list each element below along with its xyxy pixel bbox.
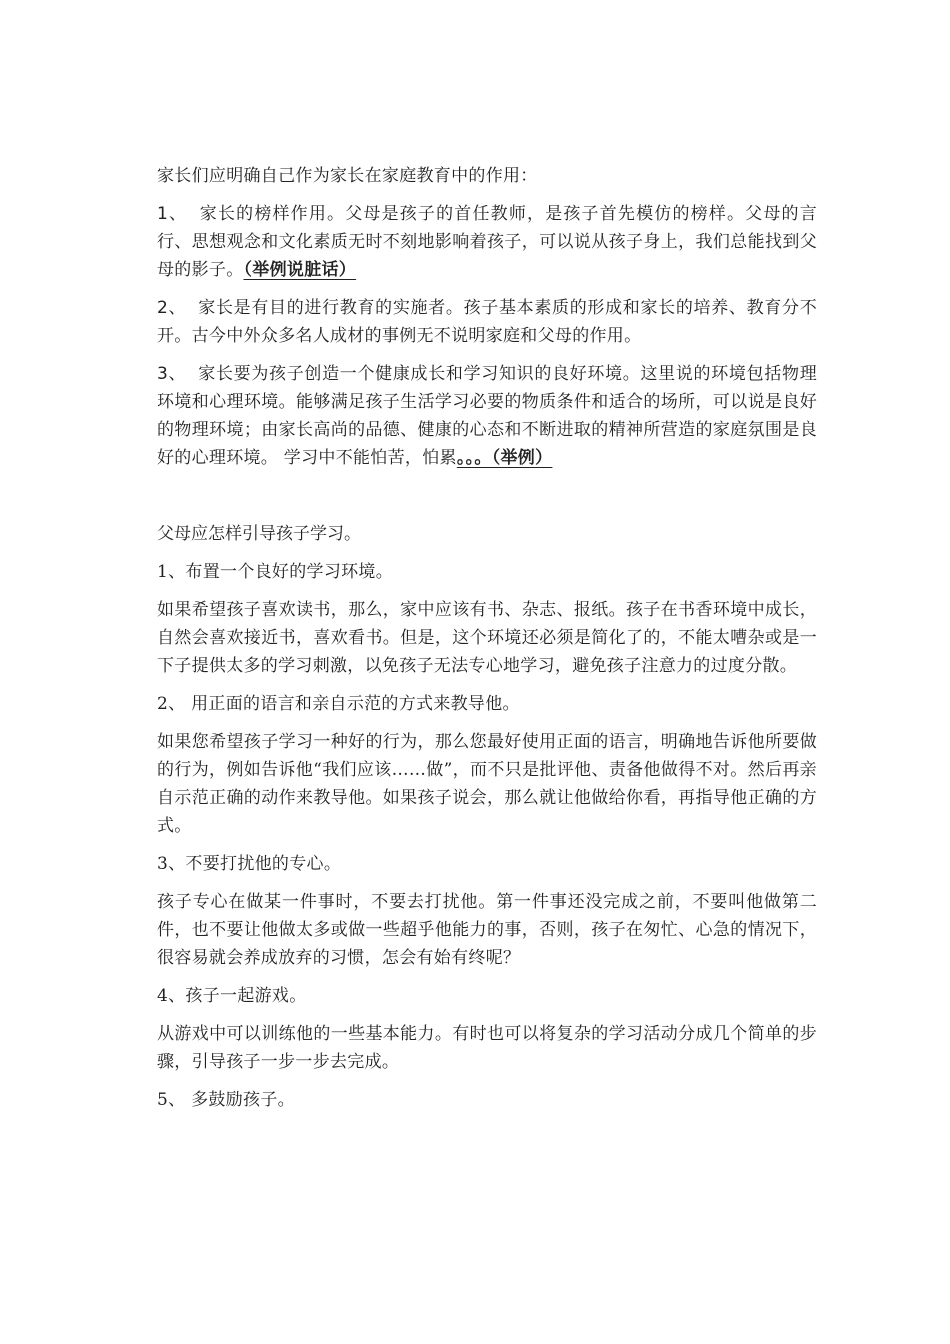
item-number: 3、 <box>157 364 187 384</box>
item-text: 家长的榜样作用。父母是孩子的首任教师，是孩子首先模仿的榜样。父母的言行、思想观念和文化素质无时不刻地影响着孩子，可以说从孩子身上，我们总能找到父母的影子。 <box>157 204 817 280</box>
section2-item-2-title: 2、 用正面的语言和亲自示范的方式来教导他。 <box>157 694 520 714</box>
section2-heading: 父母应怎样引导孩子学习。 <box>157 524 361 544</box>
example-note: （举例说脏话） <box>243 260 357 280</box>
section2-item-4-body: 从游戏中可以训练他的一些基本能力。有时也可以将复杂的学习活动分成几个简单的步骤，引导孩子一步一步去完成。 <box>157 1024 817 1072</box>
document-page <box>157 162 817 1124</box>
item-text: 家长要为孩子创造一个健康成长和学习知识的良好环境。这里说的环境包括物理环境和心理环境。能够满足孩子生活学习必要的物质条件和适合的场所，可以说是良好的物理环境；由家长高尚的品德、健康的心态和不断进取的精神所营造的家庭氛围是良好的心理环境。 学习中不能怕苦，怕累 <box>157 364 817 468</box>
section2-item-5-title: 5、 多鼓励孩子。 <box>157 1090 295 1110</box>
section2-item-3-title: 3、不要打扰他的专心。 <box>157 854 342 874</box>
section2-item-3-body: 孩子专心在做某一件事时，不要去打扰他。第一件事还没完成之前，不要叫他做第二件，也不要让他做太多或做一些超乎他能力的事，否则，孩子在匆忙、心急的情况下，很容易就会养成放弃的习惯，怎会有始有终呢？ <box>157 892 817 968</box>
item-number: 2、 <box>157 298 187 318</box>
section2-item-4-title: 4、孩子一起游戏。 <box>157 986 307 1006</box>
section-spacer <box>157 482 817 520</box>
section2-item-1-title: 1、布置一个良好的学习环境。 <box>157 562 394 582</box>
section1-item-1 <box>157 200 817 284</box>
section1-item-2 <box>157 294 817 350</box>
section1-heading: 家长们应明确自己作为家长在家庭教育中的作用： <box>157 166 538 186</box>
section2-item-2-body: 如果您希望孩子学习一种好的行为，那么您最好使用正面的语言，明确地告诉他所要做的行为，例如告诉他“我们应该……做”，而不只是批评他、责备他做得不对。然后再亲自示范正确的动作来教导他。如果孩子说会，那么就让他做给你看，再指导他正确的方式。 <box>157 732 817 836</box>
section1-item-3 <box>157 360 817 472</box>
item-text: 家长是有目的进行教育的实施者。孩子基本素质的形成和家长的培养、教育分不开。古今中外众多名人成材的事例无不说明家庭和父母的作用。 <box>157 298 817 346</box>
section2-item-1-body: 如果希望孩子喜欢读书，那么，家中应该有书、杂志、报纸。孩子在书香环境中成长，自然会喜欢接近书，喜欢看书。但是，这个环境还必须是简化了的，不能太嘈杂或是一下子提供太多的学习刺激，以免孩子无法专心地学习，避免孩子注意力的过度分散。 <box>157 600 817 676</box>
example-note: 。。。（举例） <box>456 448 553 468</box>
item-number: 1、 <box>157 204 188 224</box>
